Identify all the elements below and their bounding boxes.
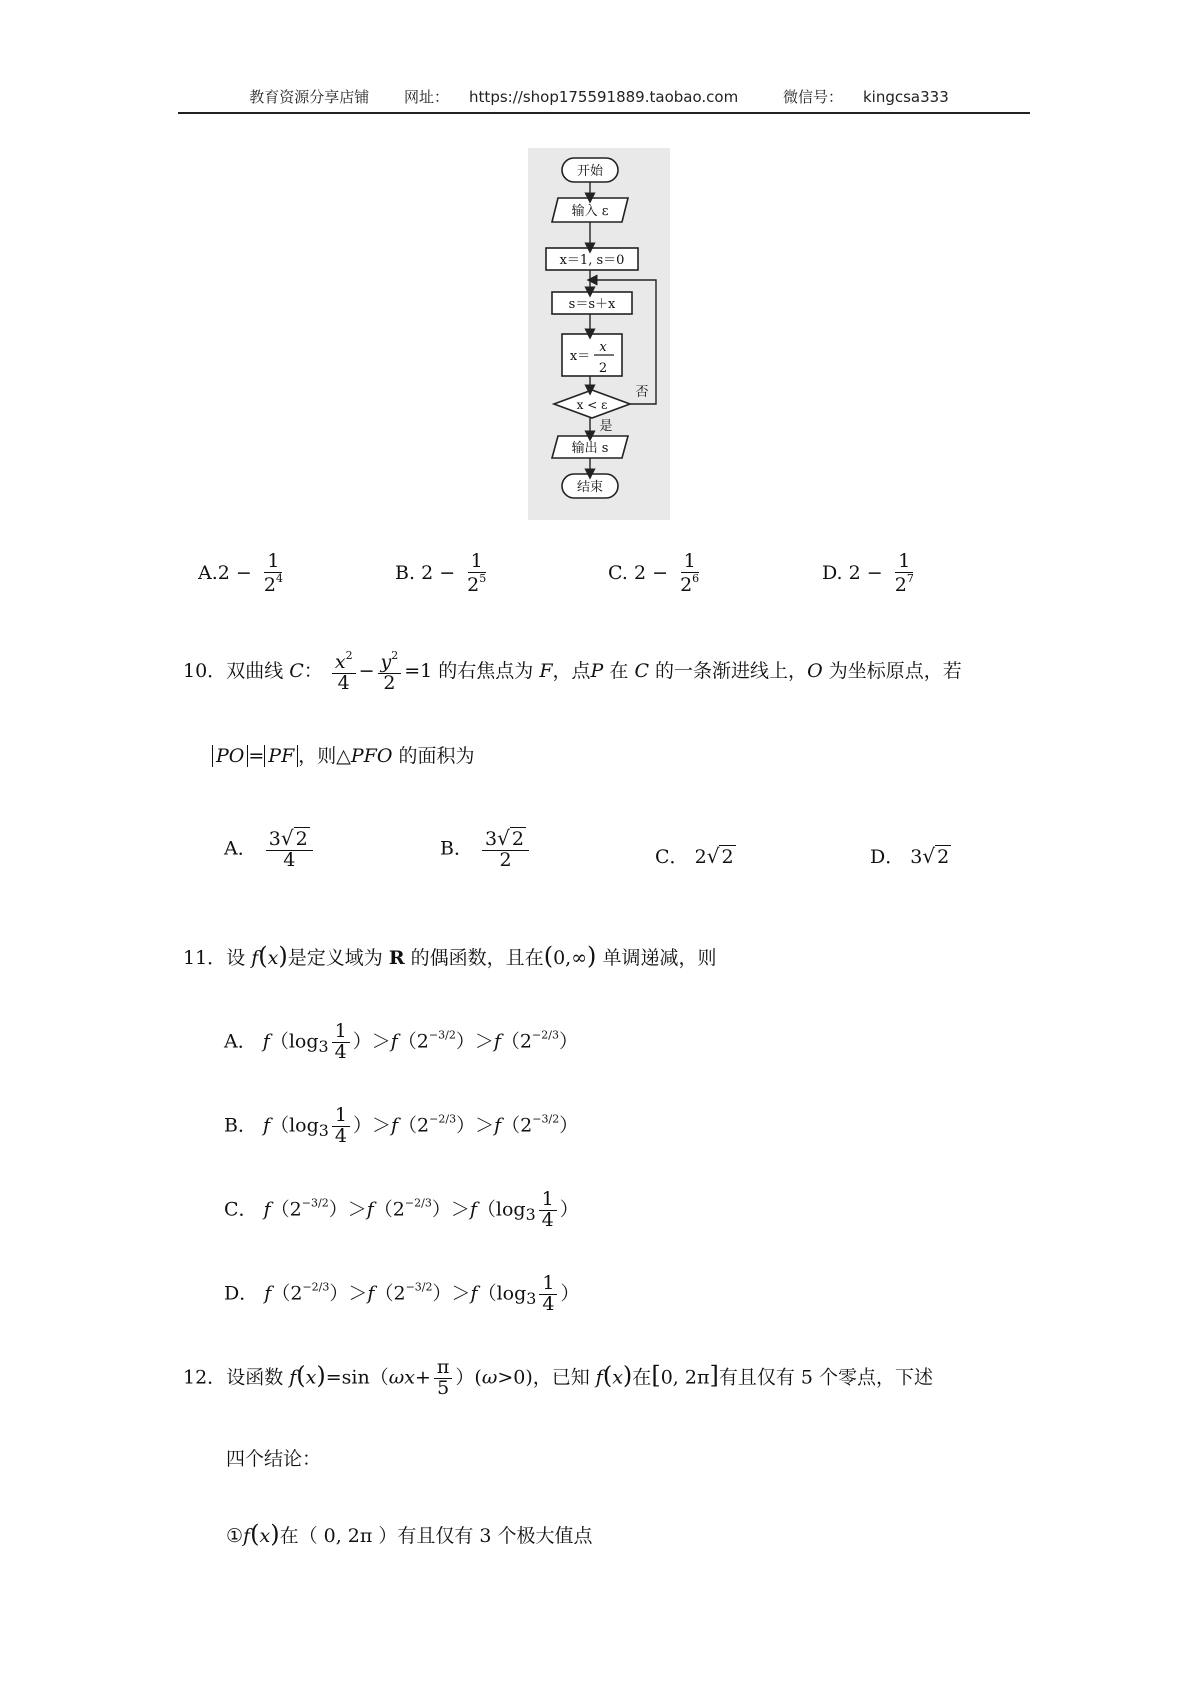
shop-name: 教育资源分享店铺 <box>249 88 370 106</box>
condition-label: x < ε <box>576 398 608 412</box>
url-label: 网址： <box>404 88 450 106</box>
end-label: 结束 <box>576 480 604 495</box>
q10-stem-line2: PO = PF ，则△PFO 的面积为 <box>212 741 475 768</box>
step2-num: x <box>599 340 607 355</box>
no-label: 否 <box>635 385 649 400</box>
shop-url[interactable]: https://shop175591889.taobao.com <box>469 88 739 106</box>
step1-label: s＝s＋x <box>568 297 616 312</box>
q12-stem-line1: 12．设函数 f(x)=sin（ωx+ $\frac{\pi}{5}$ ）(ω>0)，已知 f(x)在[0, 2π]有且仅有 5 个零点，下述 <box>183 1356 933 1399</box>
yes-label: 是 <box>599 419 613 434</box>
q12-stem-line2: 四个结论： <box>226 1448 322 1470</box>
q10-option-c[interactable]: C． 2√ 2 <box>655 844 734 868</box>
step2-den: 2 <box>598 361 608 376</box>
q11-option-d[interactable]: D． $f(2^{-2/3})>f(2^{-3/2})>f(\log_3$ $\frac{1}{4}$ ） <box>224 1272 580 1315</box>
q12-conclusion-1: ①f(x)在（ 0, 2π ）有且仅有 3 个极大值点 <box>226 1520 593 1548</box>
start-label: 开始 <box>576 164 604 179</box>
q11-option-c[interactable]: C． $f(2^{-3/2})>f(2^{-2/3})>f(\log_3$ $\frac{1}{4}$ ） <box>224 1188 579 1231</box>
wechat-id: kingcsa333 <box>862 88 949 106</box>
flowchart-svg <box>528 148 670 520</box>
q9-option-c[interactable]: C. 2 − $\frac{1}{2^6}$ <box>608 550 700 596</box>
q11-stem: 11．设 f(x)是定义域为 R 的偶函数，且在(0,∞) 单调递减，则 <box>183 942 717 970</box>
q9-option-b[interactable]: B. 2 − $\frac{1}{2^5}$ <box>395 550 487 596</box>
q9-option-d[interactable]: D. 2 − $\frac{1}{2^7}$ <box>822 550 914 596</box>
q10-option-d[interactable]: D． 3√ 2 <box>870 844 950 868</box>
output-label: 输出 s <box>571 441 609 456</box>
q10-stem-line1: 10．双曲线 C： $\frac{x^2}{4}$ − $\frac{y^2}{2}$ =1 的右焦点为 F，点P 在 C 的一条渐进线上，O 为坐标原点，若 <box>183 649 962 694</box>
init-label: x＝1, s＝0 <box>559 253 625 268</box>
wechat-label: 微信号： <box>782 88 843 106</box>
q11-option-b[interactable]: B． $f(\log_3$ $\frac{1}{4}$ ）$>f(2^{-2/3})>f(2^{-3/2})$ <box>224 1104 579 1147</box>
q10-option-a[interactable]: A． $\frac{3√ 2}{4}$ <box>224 828 316 871</box>
page-header <box>178 86 1030 114</box>
q10-option-b[interactable]: B． $\frac{3√ 2}{2}$ <box>440 828 532 871</box>
step2-lhs: x＝ <box>569 349 591 364</box>
flowchart-figure <box>528 148 670 520</box>
q11-option-a[interactable]: A． $f(\log_3$ $\frac{1}{4}$ ）$>f(2^{-3/2})>f(2^{-2/3})$ <box>224 1020 578 1063</box>
input-label: 输入 ε <box>571 204 609 219</box>
q9-option-a[interactable]: A.2 − $\frac{1}{2^4}$ <box>198 550 283 596</box>
